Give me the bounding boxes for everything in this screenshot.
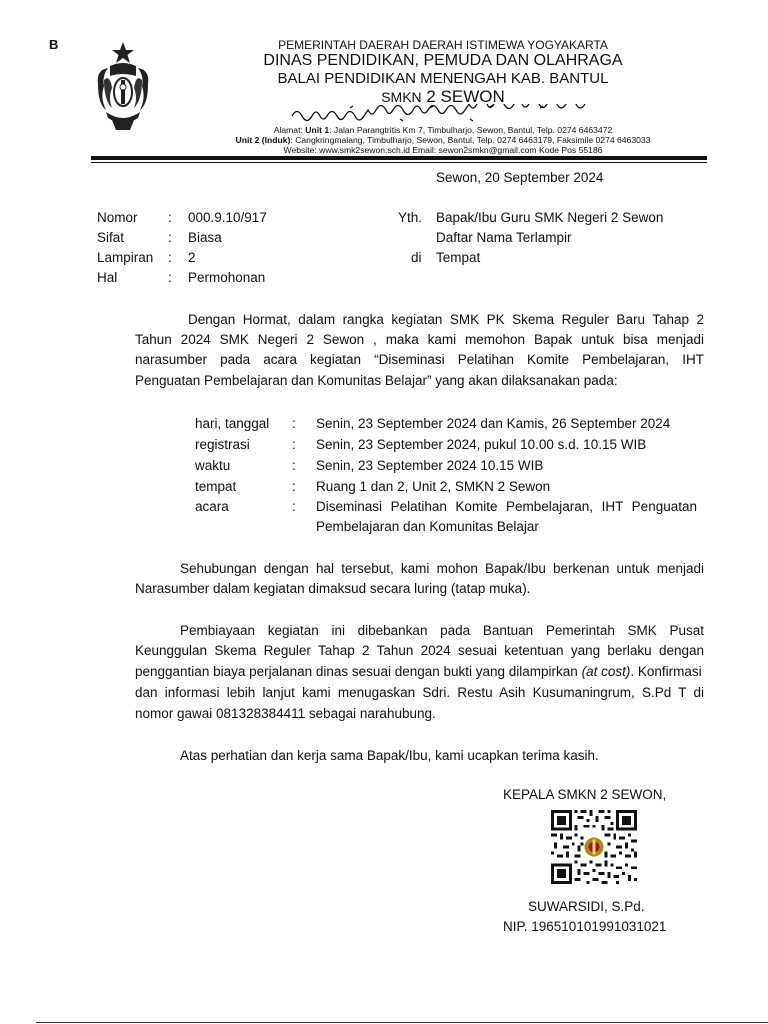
letterhead-office-line: BALAI PENDIDIKAN MENENGAH KAB. BANTUL bbox=[277, 70, 609, 87]
school-name-prefix: SMKN bbox=[381, 89, 422, 105]
detail-value-event-line-2: Pembelajaran dan Komunitas Belajar bbox=[316, 519, 539, 534]
page-marker: B bbox=[49, 37, 59, 52]
detail-colon: : bbox=[292, 416, 296, 431]
detail-colon: : bbox=[292, 479, 296, 494]
paragraph-3-line-4: dan informasi lebih lanjut kami menugaskan Sdri. Restu Asih Kusumaningrum, S.Pd T di bbox=[135, 685, 704, 700]
detail-label-place: tempat bbox=[195, 479, 237, 494]
addressee-line-2: Daftar Nama Terlampir bbox=[436, 230, 572, 245]
paragraph-1-line-3: narasumber pada acara kegiatan “Diseminasi Pelatihan Komite Pembelajaran, IHT bbox=[135, 352, 704, 367]
qr-code-signature bbox=[551, 809, 637, 885]
page-bottom-rule bbox=[36, 1022, 768, 1023]
detail-colon: : bbox=[292, 499, 296, 514]
addressee-line-1: Bapak/Ibu Guru SMK Negeri 2 Sewon bbox=[436, 210, 664, 225]
meta-label-lampiran: Lampiran bbox=[97, 250, 154, 265]
closing-paragraph: Atas perhatian dan kerja sama Bapak/Ibu, kami ucapkan terima kasih. bbox=[180, 748, 599, 763]
meta-value-sifat: Biasa bbox=[188, 230, 222, 245]
province-emblem-logo bbox=[92, 40, 154, 134]
paragraph-1-line-4: Penguatan Pembelajaran dan Komunitas Belajar” yang akan dilaksanakan pada: bbox=[135, 373, 618, 388]
letterhead-thick-divider bbox=[91, 156, 707, 160]
letterhead-contact-line: Website: www.smk2sewon.sch.id Email: sewon2smkn@gmail.com Kode Pos 55186 bbox=[283, 145, 603, 155]
meta-value-lampiran: 2 bbox=[188, 250, 196, 265]
meta-label-hal: Hal bbox=[97, 270, 118, 285]
letterhead-government-line: PEMERINTAH DAERAH DAERAH ISTIMEWA YOGYAKARTA bbox=[278, 38, 608, 52]
meta-colon: : bbox=[168, 230, 172, 245]
detail-label-time: waktu bbox=[195, 458, 231, 473]
paragraph-2-line-2: Narasumber dalam kegiatan dimaksud secara luring (tatap muka). bbox=[135, 581, 531, 596]
detail-value-place: Ruang 1 dan 2, Unit 2, SMKN 2 Sewon bbox=[316, 479, 551, 494]
addressee-line-3: Tempat bbox=[436, 250, 481, 265]
letterhead-address-unit1: Alamat: Unit 1: Jalan Parangtritis Km 7, Timbulharjo, Sewon, Bantul, Telp. 0274 6463472 bbox=[273, 125, 613, 135]
meta-label-sifat: Sifat bbox=[97, 230, 125, 245]
school-name-rest: 2 SEWON bbox=[421, 87, 505, 106]
letterhead-thin-divider bbox=[91, 162, 707, 163]
javanese-script-line bbox=[290, 104, 600, 122]
detail-label-registration: registrasi bbox=[195, 437, 250, 452]
paragraph-2-line-1: Sehubungan dengan hal tersebut, kami mohon Bapak/Ibu berkenan untuk menjadi bbox=[180, 561, 704, 576]
signatory-name: SUWARSIDI, S.Pd. bbox=[528, 899, 645, 914]
meta-label-nomor: Nomor bbox=[97, 210, 138, 225]
meta-colon: : bbox=[168, 270, 172, 285]
detail-label-event: acara bbox=[195, 499, 229, 514]
detail-label-date: hari, tanggal bbox=[195, 416, 270, 431]
meta-colon: : bbox=[168, 210, 172, 225]
signatory-title: KEPALA SMKN 2 SEWON, bbox=[503, 787, 667, 802]
detail-value-time: Senin, 23 September 2024 10.15 WIB bbox=[316, 458, 544, 473]
signatory-nip: NIP. 196510101991031021 bbox=[503, 919, 667, 934]
meta-value-hal: Permohonan bbox=[188, 270, 266, 285]
paragraph-3-line-2: Keunggulan Skema Reguler Tahap 2 Tahun 2024 sesuai ketentuan yang berlaku dengan bbox=[135, 643, 704, 658]
detail-value-registration: Senin, 23 September 2024, pukul 10.00 s.d. 10.15 WIB bbox=[316, 437, 647, 452]
paragraph-1-line-2: Tahun 2024 SMK Negeri 2 Sewon , maka kami memohon Bapak untuk bisa menjadi bbox=[135, 332, 704, 347]
letterhead-address-unit2: Unit 2 (Induk): Cangkringmalang, Timbulharjo, Sewon, Bantul, Telp. 0274 6463179, Faksimile 0274 6463033 bbox=[235, 135, 651, 145]
letterhead-department-line: DINAS PENDIDIKAN, PEMUDA DAN OLAHRAGA bbox=[263, 52, 623, 69]
paragraph-3-line-1: Pembiayaan kegiatan ini dibebankan pada Bantuan Pemerintah SMK Pusat bbox=[180, 623, 704, 638]
addressee-yth-label: Yth. bbox=[398, 210, 423, 225]
letter-date: Sewon, 20 September 2024 bbox=[436, 170, 604, 185]
paragraph-3-line-3: penggantian biaya perjalanan dinas sesuai dengan bukti yang dilampirkan (at cost). Konfirmasi bbox=[135, 664, 702, 679]
paragraph-1-line-1: Dengan Hormat, dalam rangka kegiatan SMK PK Skema Reguler Baru Tahap 2 bbox=[188, 312, 704, 327]
paragraph-3-line-5: nomor gawai 081328384411 sebagai narahubung. bbox=[135, 706, 436, 721]
addressee-di-label: di bbox=[411, 250, 422, 265]
meta-value-nomor: 000.9.10/917 bbox=[188, 210, 267, 225]
detail-colon: : bbox=[292, 458, 296, 473]
meta-colon: : bbox=[168, 250, 172, 265]
detail-value-date: Senin, 23 September 2024 dan Kamis, 26 September 2024 bbox=[316, 416, 671, 431]
detail-value-event-line-1: Diseminasi Pelatihan Komite Pembelajaran, IHT Penguatan bbox=[316, 499, 697, 514]
detail-colon: : bbox=[292, 437, 296, 452]
